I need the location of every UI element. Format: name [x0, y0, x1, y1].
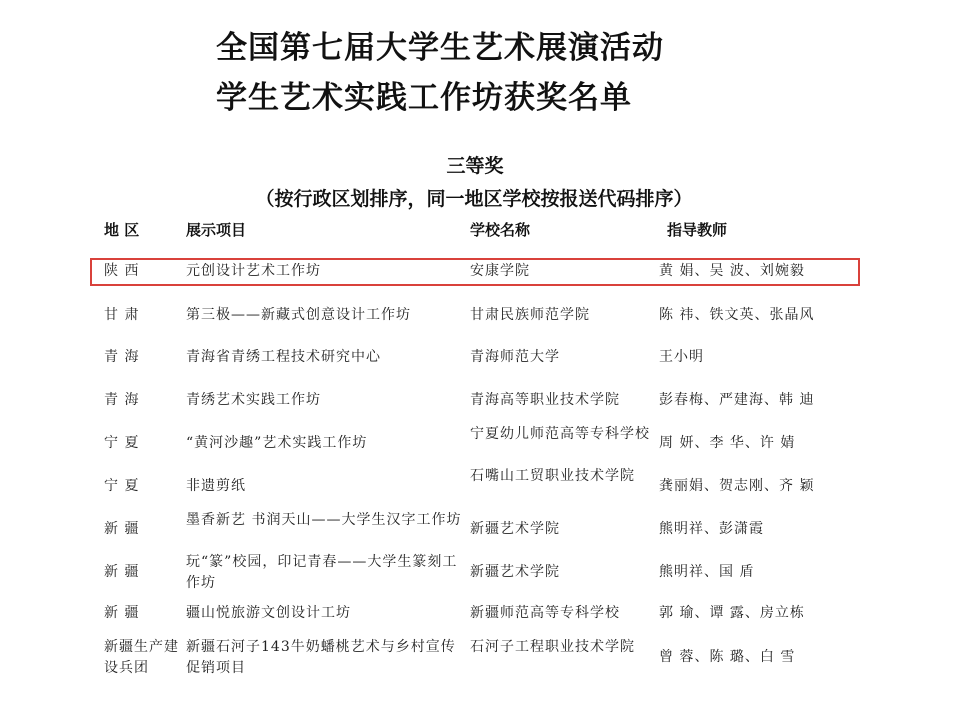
document-title-line-1: 全国第七届大学生艺术展演活动	[216, 30, 664, 66]
cell-teacher: 龚丽娟、贺志刚、齐 颖	[659, 478, 815, 494]
cell-teacher: 郭 瑜、谭 露、房立栋	[659, 605, 805, 621]
cell-teacher: 周 妍、李 华、许 婧	[659, 435, 796, 451]
cell-school: 青海高等职业技术学院	[470, 392, 620, 408]
cell-project: 玩“篆”校园，印记青春——大学生篆刻工作坊	[186, 554, 458, 591]
cell-region: 新 疆	[104, 605, 140, 621]
cell-teacher: 彭春梅、严建海、韩 迪	[659, 392, 815, 408]
cell-region: 陕 西	[104, 263, 140, 279]
cell-teacher: 熊明祥、国 盾	[659, 564, 755, 580]
cell-region: 甘 肃	[104, 307, 140, 323]
cell-project: 墨香新艺 书润天山——大学生汉字工作坊	[186, 512, 462, 528]
cell-teacher: 陈 祎、铁文英、张晶风	[659, 307, 815, 323]
cell-project: 元创设计艺术工作坊	[186, 263, 321, 279]
cell-school: 新疆师范高等专科学校	[470, 605, 620, 621]
cell-project: 疆山悦旅游文创设计工坊	[186, 605, 351, 621]
cell-school: 宁夏幼儿师范高等专科学校	[470, 426, 650, 442]
cell-project: 青绣艺术实践工作坊	[186, 392, 321, 408]
header-project: 展示项目	[186, 221, 247, 239]
cell-school: 甘肃民族师范学院	[470, 307, 590, 323]
cell-region: 青 海	[104, 392, 140, 408]
cell-teacher: 熊明祥、彭潇霞	[659, 521, 764, 537]
cell-project: 第三极——新藏式创意设计工作坊	[186, 307, 411, 323]
cell-school: 新疆艺术学院	[470, 521, 560, 537]
cell-school: 石河子工程职业技术学院	[470, 639, 635, 655]
document-title-line-2: 学生艺术实践工作坊获奖名单	[216, 80, 632, 116]
cell-teacher: 黄 娟、吴 波、刘婉毅	[659, 263, 805, 279]
cell-region: 新 疆	[104, 564, 140, 580]
cell-project: 新疆石河子143牛奶蟠桃艺术与乡村宣传促销项目	[186, 639, 456, 676]
cell-project: 非遗剪纸	[186, 478, 246, 494]
cell-school: 新疆艺术学院	[470, 564, 560, 580]
cell-region: 新 疆	[104, 521, 140, 537]
prize-level-heading: 三等奖	[446, 155, 504, 177]
sort-order-note: （按行政区划排序，同一地区学校按报送代码排序）	[255, 188, 693, 210]
header-teacher: 指导教师	[667, 221, 728, 239]
header-region: 地 区	[104, 221, 140, 239]
cell-teacher: 王小明	[659, 349, 704, 365]
cell-region: 宁 夏	[104, 435, 140, 451]
cell-school: 青海师范大学	[470, 349, 560, 365]
cell-teacher: 曾 蓉、陈 璐、白 雪	[659, 649, 796, 665]
cell-region: 青 海	[104, 349, 140, 365]
cell-region: 宁 夏	[104, 478, 140, 494]
cell-project: 青海省青绣工程技术研究中心	[186, 349, 381, 365]
cell-school: 石嘴山工贸职业技术学院	[470, 468, 635, 484]
cell-project: “黄河沙趣”艺术实践工作坊	[186, 435, 368, 451]
cell-region: 新疆生产建设兵团	[104, 639, 179, 676]
cell-school: 安康学院	[470, 263, 530, 279]
header-school: 学校名称	[470, 221, 531, 239]
